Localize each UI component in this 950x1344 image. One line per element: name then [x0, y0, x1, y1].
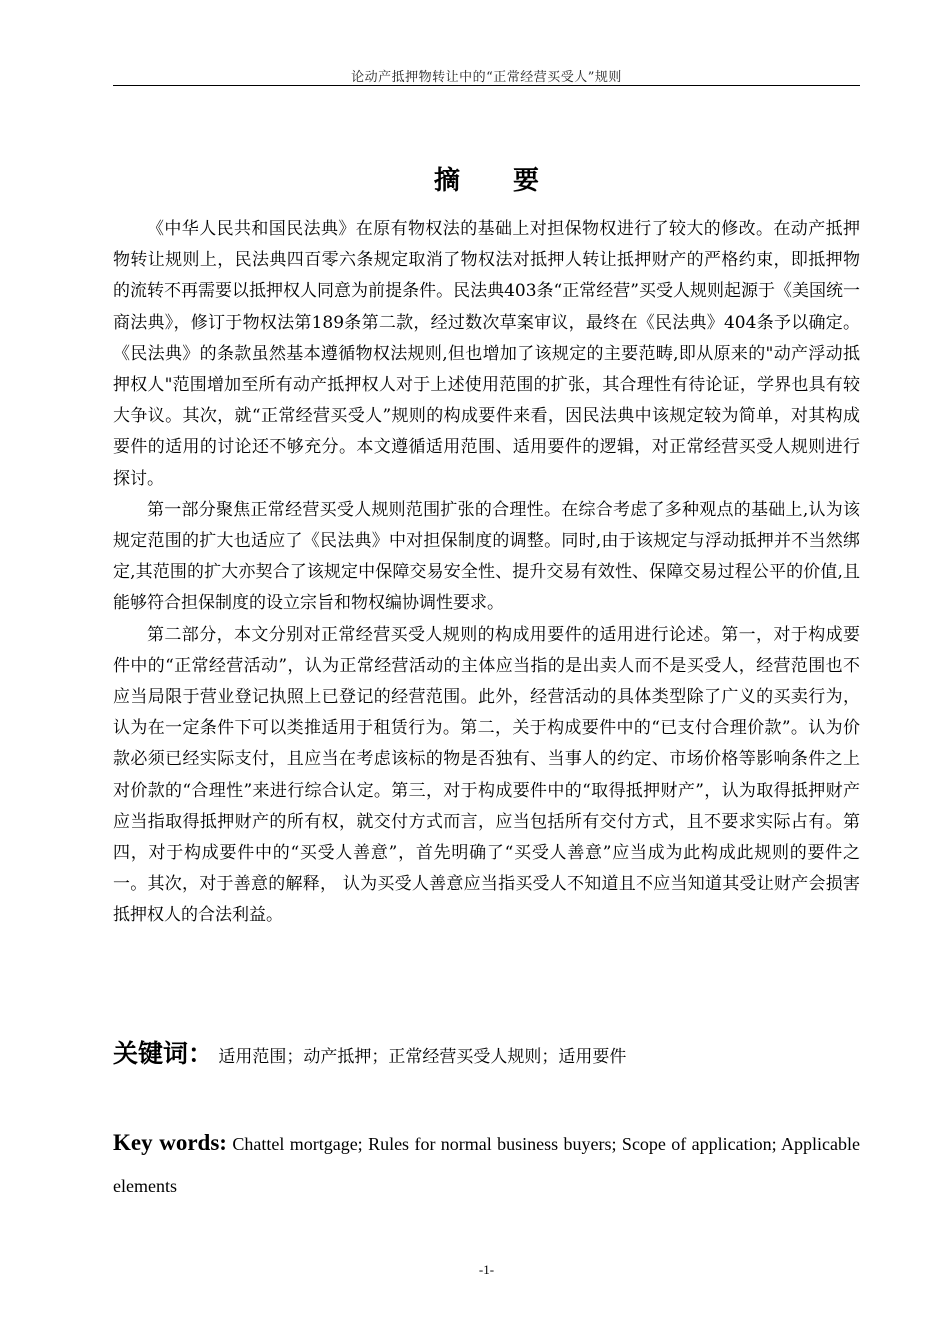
- abstract-paragraph-2: 第一部分聚焦正常经营买受人规则范围扩张的合理性。在综合考虑了多种观点的基础上,认为该规定范围的扩大也适应了《民法典》中对担保制度的调整。同时,由于该规定与浮动抵押并不当然绑定,其范围的扩大亦契合了该规定中保障交易安全性、提升交易有效性、保障交易过程公平的价值,且能够符合担保制度的设立宗旨和物权编协调性要求。: [113, 499, 860, 614]
- abstract-title: 摘 要: [433, 166, 562, 196]
- page-number: -1-: [478, 1262, 495, 1277]
- abstract-body: [113, 214, 860, 932]
- keywords-english-label: Key words:: [113, 1130, 227, 1155]
- keywords-chinese-label: 关键词：: [113, 1039, 214, 1068]
- keywords-chinese-text: 适用范围；动产抵押；正常经营买受人规则；适用要件: [218, 1047, 627, 1067]
- keywords-english-text: Chattel mortgage; Rules for normal business buyers; Scope of application; Applicable elements: [113, 1134, 860, 1196]
- running-header: 论动产抵押物转让中的“正常经营买受人”规则: [351, 70, 622, 85]
- abstract-paragraph-1: 《中华人民共和国民法典》在原有物权法的基础上对担保物权进行了较大的修改。在动产抵押物转让规则上，民法典四百零六条规定取消了物权法对抵押人转让抵押财产的严格约束，即抵押物的流转不再需要以抵押权人同意为前提条件。民法典403条“正常经营”买受人规则起源于《美国统一商法典》，修订于物权法第189条第二款，经过数次草案审议，最终在《民法典》404条予以确定。《民法典》的条款虽然基本遵循物权法规则,但也增加了该规定的主要范畴,即从原来的"动产浮动抵押权人"范围增加至所有动产抵押权人对于上述使用范围的扩张，其合理性有待论证，学界也具有较大争议。其次，就“正常经营买受人”规则的构成要件来看，因民法典中该规定较为简单，对其构成要件的适用的讨论还不够充分。本文遵循适用范围、适用要件的逻辑，对正常经营买受人规则进行探讨。: [113, 219, 860, 489]
- keywords-english: [113, 1122, 860, 1207]
- header-rule: [113, 85, 860, 86]
- keywords-chinese: [113, 1038, 860, 1073]
- abstract-paragraph-3: 第二部分，本文分别对正常经营买受人规则的构成用要件的适用进行论述。第一，对于构成要件中的“正常经营活动”，认为正常经营活动的主体应当指的是出卖人而不是买受人，经营范围也不应当局限于营业登记执照上已登记的经营范围。此外，经营活动的具体类型除了广义的买卖行为，认为在一定条件下可以类推适用于租赁行为。第二，关于构成要件中的“已支付合理价款”。认为价款必须已经实际支付，且应当在考虑该标的物是否独有、当事人的约定、市场价格等影响条件之上对价款的“合理性”来进行综合认定。第三，对于构成要件中的“取得抵押财产”，认为取得抵押财产应当指取得抵押财产的所有权，就交付方式而言，应当包括所有交付方式，且不要求实际占有。第四，对于构成要件中的“买受人善意”，首先明确了“买受人善意”应当成为此构成此规则的要件之一。其次，对于善意的解释， 认为买受人善意应当指买受人不知道且不应当知道其受让财产会损害抵押权人的合法利益。: [113, 624, 860, 926]
